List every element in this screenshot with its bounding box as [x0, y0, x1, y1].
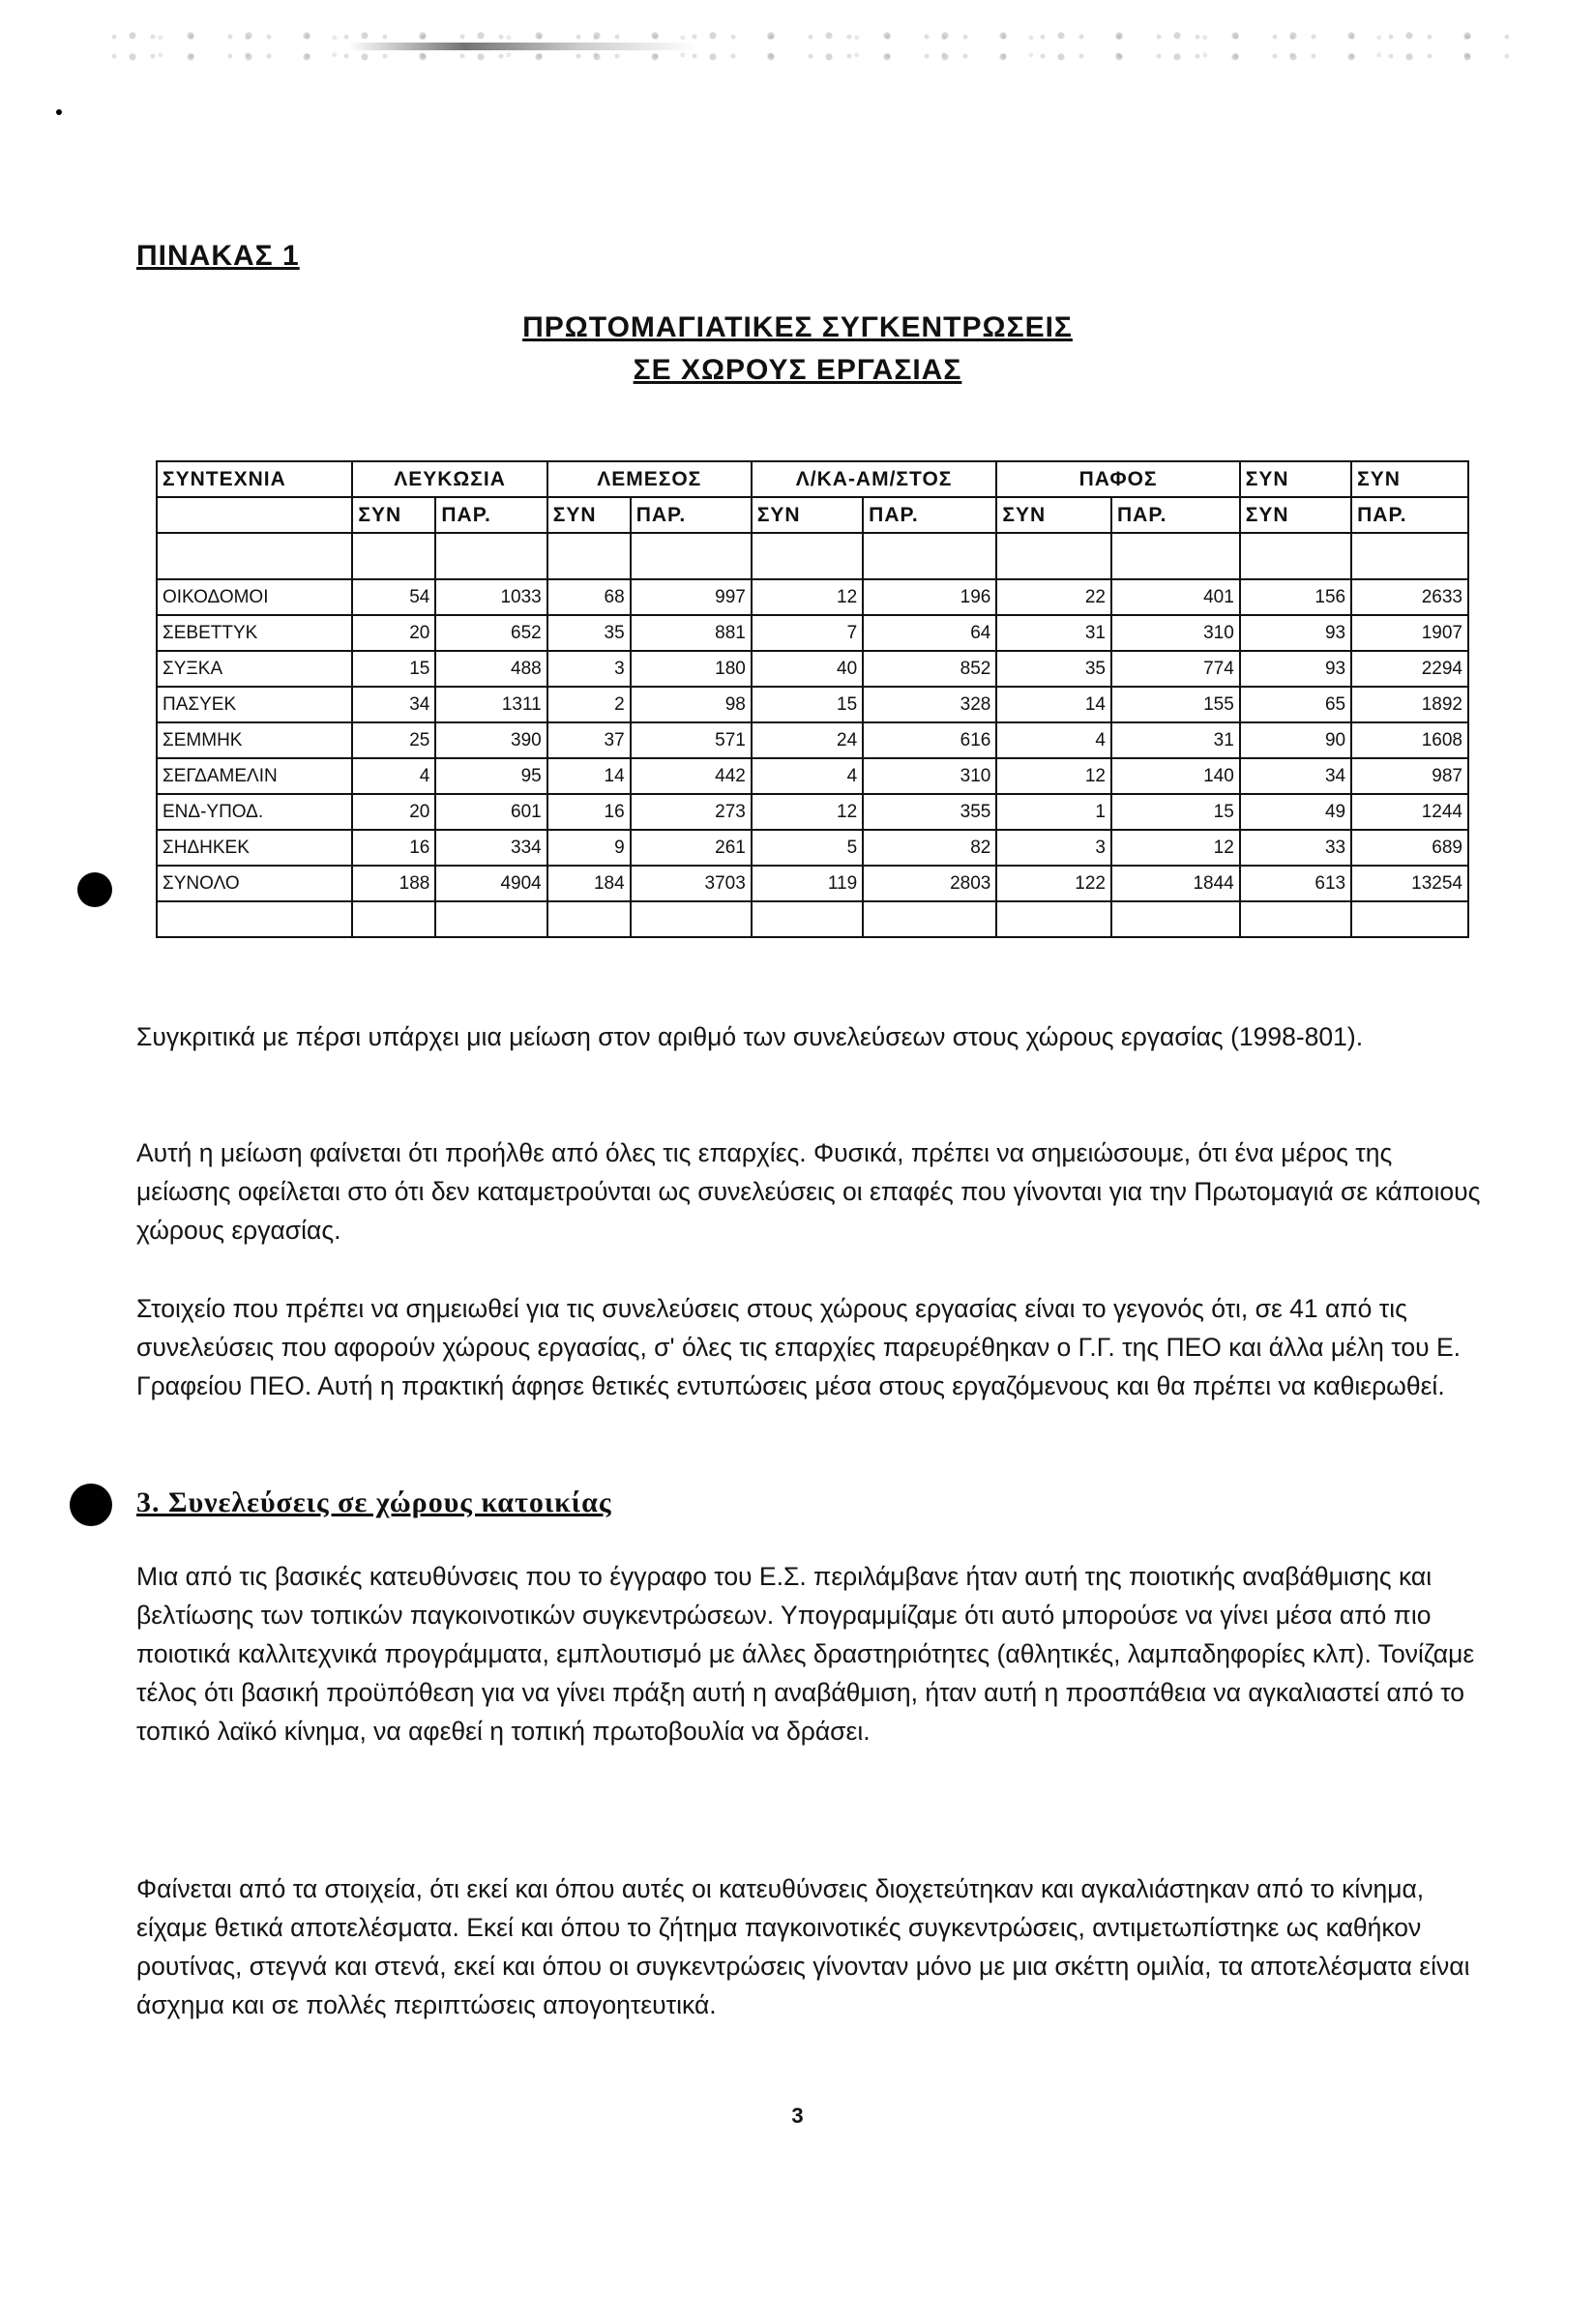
- table-cell: 65: [1240, 687, 1351, 722]
- header-lemesos: ΛΕΜΕΣΟΣ: [547, 461, 752, 497]
- table-row: [157, 830, 1468, 866]
- table-cell: 4: [352, 758, 435, 794]
- table-total-row: [157, 866, 1468, 901]
- table-cell: 310: [1111, 615, 1240, 651]
- table-cell: 35: [996, 651, 1111, 687]
- row-label: ΣΗΔΗΚΕΚ: [157, 830, 352, 866]
- sub-header: ΣΥΝ: [547, 497, 631, 533]
- table-cell: 310: [863, 758, 996, 794]
- table-cell: 122: [996, 866, 1111, 901]
- sub-header: ΣΥΝ: [352, 497, 435, 533]
- table-cell: 25: [352, 722, 435, 758]
- table-cell: 13254: [1351, 866, 1468, 901]
- table-row: [157, 758, 1468, 794]
- table-cell: 613: [1240, 866, 1351, 901]
- sub-header-empty: [157, 497, 352, 533]
- table-cell: 689: [1351, 830, 1468, 866]
- sub-header: ΣΥΝ: [996, 497, 1111, 533]
- table-cell: 571: [631, 722, 752, 758]
- table-cell: 987: [1351, 758, 1468, 794]
- table-cell: 3: [996, 830, 1111, 866]
- table-row: [157, 579, 1468, 615]
- table-cell: 49: [1240, 794, 1351, 830]
- table-cell: 12: [1111, 830, 1240, 866]
- table-cell: 7: [752, 615, 863, 651]
- table-cell: 355: [863, 794, 996, 830]
- table-cell: 82: [863, 830, 996, 866]
- table-cell: 3703: [631, 866, 752, 901]
- table-cell: 273: [631, 794, 752, 830]
- table-cell: 652: [435, 615, 546, 651]
- table-cell: 1608: [1351, 722, 1468, 758]
- table-cell: 401: [1111, 579, 1240, 615]
- table-cell: 34: [352, 687, 435, 722]
- paragraph-reduction: Αυτή η μείωση φαίνεται ότι προήλθε από όλες τις επαρχίες. Φυσικά, πρέπει να σημειώσουμε, ότι ένα μέρος της μείωσης οφείλεται στο ότι δεν καταμετρούνται ως συνελεύσεις οι επαφές που γίνονται για την Πρωτομαγιά σε κάποιους χώρους εργασίας.: [136, 1138, 1481, 1245]
- header-syntechnia: ΣΥΝΤΕΧΝΙΑ: [157, 461, 352, 497]
- table-row: [157, 615, 1468, 651]
- table-group-header-row: [157, 461, 1468, 497]
- table-cell: 2294: [1351, 651, 1468, 687]
- header-pafos: ΠΑΦΟΣ: [996, 461, 1239, 497]
- table-cell: 95: [435, 758, 546, 794]
- table-cell: 68: [547, 579, 631, 615]
- table-cell: 334: [435, 830, 546, 866]
- table-cell: 12: [752, 579, 863, 615]
- table-cell: 31: [996, 615, 1111, 651]
- table-cell: 22: [996, 579, 1111, 615]
- table-cell: 881: [631, 615, 752, 651]
- table-cell: 196: [863, 579, 996, 615]
- scan-artifact-bar: [348, 43, 696, 50]
- table-cell: 616: [863, 722, 996, 758]
- table-cell: 37: [547, 722, 631, 758]
- sub-header: ΠΑΡ.: [435, 497, 546, 533]
- row-label: ΣΕΓΔΑΜΕΛΙΝ: [157, 758, 352, 794]
- table-cell: 40: [752, 651, 863, 687]
- table-row: [157, 722, 1468, 758]
- table-cell: 601: [435, 794, 546, 830]
- table-cell: 4904: [435, 866, 546, 901]
- table-cell: 93: [1240, 615, 1351, 651]
- statistics-table: [156, 460, 1469, 938]
- table-cell: 261: [631, 830, 752, 866]
- table-title-line-2: ΣΕ ΧΩΡΟΥΣ ΕΡΓΑΣΙΑΣ: [633, 354, 962, 386]
- header-total-syn: ΣΥΝ: [1240, 461, 1351, 497]
- table-cell: 31: [1111, 722, 1240, 758]
- table-cell: 1907: [1351, 615, 1468, 651]
- table-cell: 16: [352, 830, 435, 866]
- table-cell: 442: [631, 758, 752, 794]
- table-title-line-1: ΠΡΩΤΟΜΑΓΙΑΤΙΚΕΣ ΣΥΓΚΕΝΤΡΩΣΕΙΣ: [522, 311, 1073, 343]
- page-number: 3: [791, 2103, 804, 2128]
- sub-header: ΣΥΝ: [1240, 497, 1351, 533]
- row-label: ΣΥΝΟΛΟ: [157, 866, 352, 901]
- scan-artifact-top: [106, 27, 1509, 66]
- paragraph-comparison: Συγκριτικά με πέρσι υπάρχει μια μείωση στον αριθμό των συνελεύσεων στους χώρους εργασίας (1998-801).: [136, 1022, 1364, 1051]
- bullet-mark: [70, 1484, 112, 1526]
- table-cell: 997: [631, 579, 752, 615]
- table-cell: 35: [547, 615, 631, 651]
- table-cell: 155: [1111, 687, 1240, 722]
- table-cell: 119: [752, 866, 863, 901]
- table-cell: 2803: [863, 866, 996, 901]
- sub-header: ΠΑΡ.: [863, 497, 996, 533]
- table-cell: 33: [1240, 830, 1351, 866]
- paragraph-results: Φαίνεται από τα στοιχεία, ότι εκεί και όπου αυτές οι κατευθύνσεις διοχετεύτηκαν και αγκαλιάστηκαν από το κίνημα, είχαμε θετικά αποτελέσματα. Εκεί και όπου το ζήτημα παγκοινοτικές συγκεντρώσεις, αντιμετωπίστηκε ως καθήκον ρουτίνας, στεγνά και στενά, εκεί και όπου οι συγκεντρώσεις γίνονταν μόνο με μια σκέττη ομιλία, τα αποτελέσματα είναι άσχημα και σε πολλές περιπτώσεις απογοητευτικά.: [136, 1874, 1470, 2019]
- table-cell: 774: [1111, 651, 1240, 687]
- table-cell: 24: [752, 722, 863, 758]
- sub-header: ΠΑΡ.: [1351, 497, 1468, 533]
- table-cell: 5: [752, 830, 863, 866]
- section-heading-residential: 3. Συνελεύσεις σε χώρους κατοικίας: [136, 1486, 612, 1518]
- row-label: ΣΕΒΕΤΤΥΚ: [157, 615, 352, 651]
- table-cell: 852: [863, 651, 996, 687]
- row-label: ΟΙΚΟΔΟΜΟΙ: [157, 579, 352, 615]
- table-cell: 9: [547, 830, 631, 866]
- table-cell: 16: [547, 794, 631, 830]
- row-label: ΠΑΣΥΕΚ: [157, 687, 352, 722]
- table-spacer-row: [157, 533, 1468, 579]
- table-cell: 1311: [435, 687, 546, 722]
- table-cell: 188: [352, 866, 435, 901]
- table-cell: 54: [352, 579, 435, 615]
- table-cell: 2: [547, 687, 631, 722]
- table-sub-header-row: [157, 497, 1468, 533]
- scan-dot-small: [56, 109, 62, 115]
- table-cell: 390: [435, 722, 546, 758]
- table-cell: 12: [752, 794, 863, 830]
- table-cell: 156: [1240, 579, 1351, 615]
- sub-header: ΠΑΡ.: [631, 497, 752, 533]
- table-cell: 15: [752, 687, 863, 722]
- paragraph-attendance: Στοιχείο που πρέπει να σημειωθεί για τις συνελεύσεις στους χώρους εργασίας είναι το γεγονός ότι, σε 41 από τις συνελεύσεις που αφορούν χώρους εργασίας, σ' όλες τις επαρχίες παρευρέθηκαν ο Γ.Γ. της ΠΕΟ και άλλα μέλη του Ε. Γραφείου ΠΕΟ. Αυτή η πρακτική άφησε θετικές εντυπώσεις μέσα στους εργαζόμενους και θα πρέπει να καθιερωθεί.: [136, 1294, 1461, 1400]
- table-cell: 20: [352, 615, 435, 651]
- table-cell: 184: [547, 866, 631, 901]
- table-cell: 2633: [1351, 579, 1468, 615]
- table-cell: 1844: [1111, 866, 1240, 901]
- table-cell: 1033: [435, 579, 546, 615]
- table-cell: 180: [631, 651, 752, 687]
- table-cell: 328: [863, 687, 996, 722]
- header-larnaka-famagusta: Λ/ΚΑ-ΑΜ/ΣΤΟΣ: [752, 461, 997, 497]
- table-row: [157, 794, 1468, 830]
- header-lefkosia: ΛΕΥΚΩΣΙΑ: [352, 461, 546, 497]
- paragraph-directions: Μια από τις βασικές κατευθύνσεις που το έγγραφο του Ε.Σ. περιλάμβανε ήταν αυτή της ποιοτικής αναβάθμισης και βελτίωσης των τοπικών παγκοινοτικών συγκεντρώσεων. Υπογραμμίζαμε ότι αυτό μπορούσε να γίνει μέσα από πιο ποιοτικά καλλιτεχνικά προγράμματα, εμπλουτισμό με άλλες δραστηριότητες (αθλητικές, λαμπαδηφορίες κλπ). Τονίζαμε τέλος ότι βασική προϋπόθεση για να γίνει πράξη αυτή η αναβάθμιση, ήταν αυτή η προσπάθεια να αγκαλιαστεί από το τοπικό λαϊκό κίνημα, να αφεθεί η τοπική πρωτοβουλία να δράσει.: [136, 1562, 1475, 1746]
- row-label: ΕΝΔ-ΥΠΟΔ.: [157, 794, 352, 830]
- table-cell: 140: [1111, 758, 1240, 794]
- table-cell: 93: [1240, 651, 1351, 687]
- table-cell: 14: [547, 758, 631, 794]
- table-cell: 14: [996, 687, 1111, 722]
- table-empty-row: [157, 901, 1468, 937]
- row-label: ΣΕΜΜΗΚ: [157, 722, 352, 758]
- table-cell: 15: [1111, 794, 1240, 830]
- table-row: [157, 651, 1468, 687]
- table-cell: 98: [631, 687, 752, 722]
- table-cell: 34: [1240, 758, 1351, 794]
- table-cell: 3: [547, 651, 631, 687]
- punch-hole-mark: [77, 872, 112, 907]
- table-cell: 90: [1240, 722, 1351, 758]
- table-cell: 12: [996, 758, 1111, 794]
- sub-header: ΠΑΡ.: [1111, 497, 1240, 533]
- table-number: ΠΙΝΑΚΑΣ 1: [136, 240, 300, 272]
- row-label: ΣΥΞΚΑ: [157, 651, 352, 687]
- table-cell: 4: [752, 758, 863, 794]
- table-cell: 15: [352, 651, 435, 687]
- table-row: [157, 687, 1468, 722]
- table-cell: 488: [435, 651, 546, 687]
- header-total-par: ΣΥΝ: [1351, 461, 1468, 497]
- table-cell: 1244: [1351, 794, 1468, 830]
- table-cell: 4: [996, 722, 1111, 758]
- sub-header: ΣΥΝ: [752, 497, 863, 533]
- table-cell: 1892: [1351, 687, 1468, 722]
- table-cell: 20: [352, 794, 435, 830]
- table-cell: 1: [996, 794, 1111, 830]
- table-cell: 64: [863, 615, 996, 651]
